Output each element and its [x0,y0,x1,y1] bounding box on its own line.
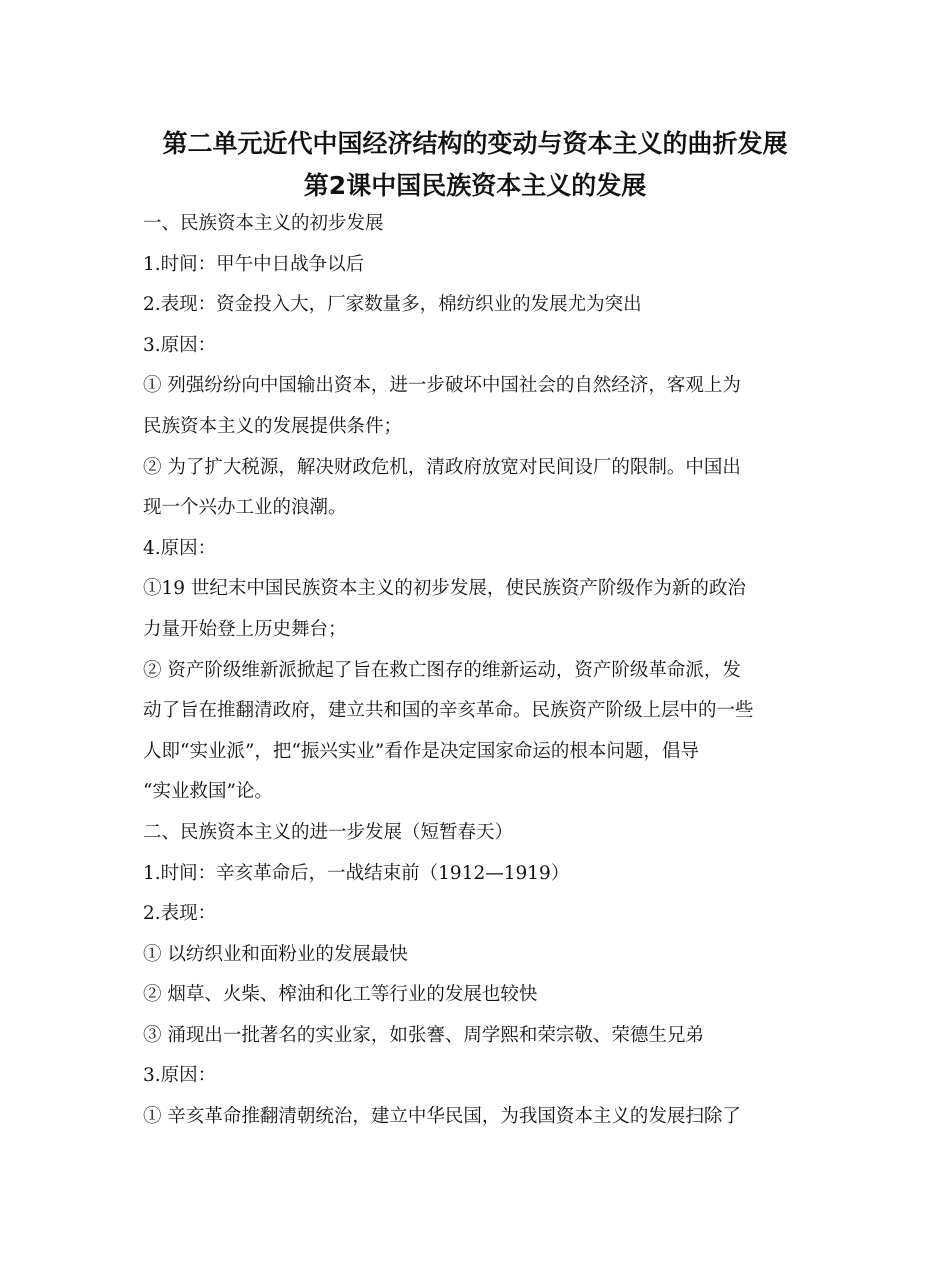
unit-title: 第二单元近代中国经济结构的变动与资本主义的曲折发展 [162,129,788,158]
text-line: 1.时间：辛亥革命后，一战结束前（1912—1919） [143,862,570,884]
text-line: 3.原因： [143,1065,217,1087]
text-line: 2.表现：资金投入大，厂家数量多，棉纺织业的发展尤为突出 [143,294,642,316]
text-line: 二、民族资本主义的进一步发展（短暂春天） [143,821,514,843]
lesson-title: 第2课中国民族资本主义的发展 [303,171,647,200]
text-line: ② 资产阶级维新派掀起了旨在救亡图存的维新运动，资产阶级革命派，发 [143,659,741,681]
text-line: 3.原因： [143,334,217,356]
text-line: 现一个兴办工业的浪潮。 [143,497,347,519]
text-line: ①19 世纪末中国民族资本主义的初步发展，使民族资产阶级作为新的政治 [143,578,746,600]
text-line: ① 以纺织业和面粉业的发展最快 [143,943,408,965]
text-line: 民族资本主义的发展提供条件； [143,415,403,437]
text-line: ① 辛亥革命推翻清朝统治，建立中华民国，为我国资本主义的发展扫除了 [143,1106,741,1128]
text-line: 一、民族资本主义的初步发展 [143,213,384,234]
text-line: 动了旨在推翻清政府，建立共和国的辛亥革命。民族资产阶级上层中的一些 [143,700,754,722]
text-line: 力量开始登上历史舞台； [143,618,347,640]
text-line: ② 烟草、火柴、榨油和化工等行业的发展也较快 [143,984,538,1006]
text-line: 人即“实业派”，把“振兴实业”看作是决定国家命运的根本问题，倡导 [143,740,699,762]
text-line: 1.时间：甲午中日战争以后 [143,253,365,275]
text-line: 2.表现： [143,903,217,925]
text-line: ② 为了扩大税源，解决财政危机，清政府放宽对民间设厂的限制。中国出 [143,456,741,478]
text-line: 4.原因： [143,537,217,559]
text-line: ③ 涌现出一批著名的实业家，如张謇、周学熙和荣宗敬、荣德生兄弟 [143,1024,704,1046]
document-body [143,204,811,1138]
text-line: “实业救国”论。 [143,781,273,803]
text-line: ① 列强纷纷向中国输出资本，进一步破坏中国社会的自然经济，客观上为 [143,375,741,397]
